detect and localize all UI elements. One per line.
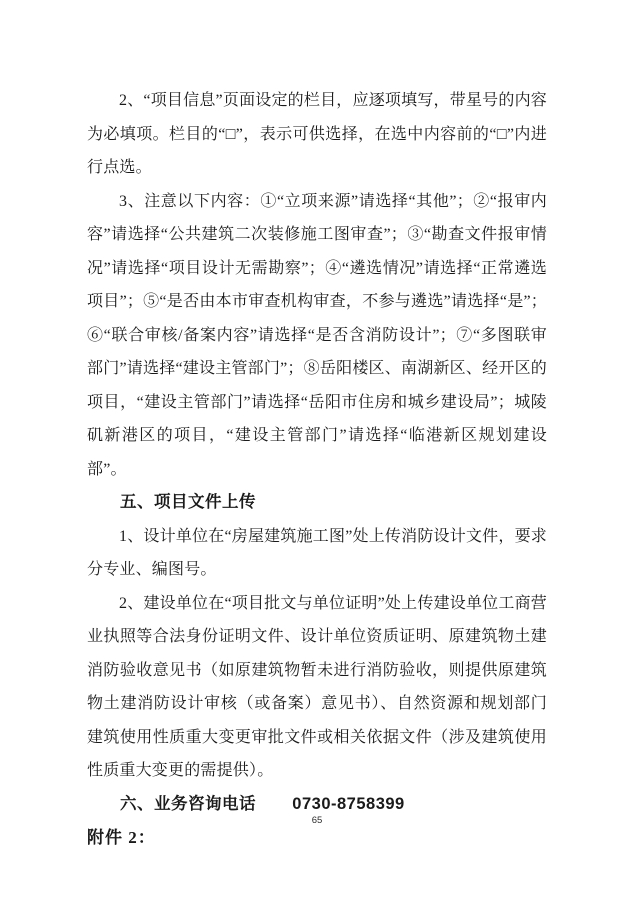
paragraph-construction-unit-upload: 2、建设单位在“项目批文与单位证明”处上传建设单位工商营业执照等合法身份证明文件、设计单位资质证明、原建筑物土建消防验收意见书（如原建筑物暂未进行消防验收，则提供原建筑物土建消防设计审核（或备案）意见书）、自然资源和规划部门建筑使用性质重大变更审批文件或相关依据文件（涉及建筑使用性质重大变更的需提供）。 xyxy=(87,594,547,779)
document-body xyxy=(87,84,547,855)
paragraph-design-unit-upload: 1、设计单位在“房屋建筑施工图”处上传消防设计文件，要求分专业、编图号。 xyxy=(87,527,547,578)
paragraph-notes-selections: 3、注意以下内容：①“立项来源”请选择“其他”；②“报审内容”请选择“公共建筑二次装修施工图审查”；③“勘查文件报审情况”请选择“项目设计无需勘察”；④“遴选情况”请选择“正常遴选项目”；⑤“是否由本市审查机构审查，不参与遴选”请选择“是”；⑥“联合审核/备案内容”请选择“是否含消防设计”；⑦“多图联审部门”请选择“建设主管部门”；⑧岳阳楼区、南湖新区、经开区的项目，“建设主管部门”请选择“岳阳市住房和城乡建设局”；城陵矶新港区的项目，“建设主管部门”请选择“临港新区规划建设部”。 xyxy=(87,192,547,478)
page-number: 65 xyxy=(311,815,323,826)
paragraph-project-info-fill: 2、“项目信息”页面设定的栏目，应逐项填写，带星号的内容为必填项。栏目的“□”，表示可供选择，在选中内容前的“□”内进行点选。 xyxy=(87,92,547,176)
consult-phone-number: 0730-8758399 xyxy=(292,794,405,813)
section-heading-file-upload: 五、项目文件上传 xyxy=(120,493,256,511)
attachment-label: 附件 2： xyxy=(87,828,156,847)
consult-phone-label: 六、业务咨询电话 xyxy=(120,794,256,813)
